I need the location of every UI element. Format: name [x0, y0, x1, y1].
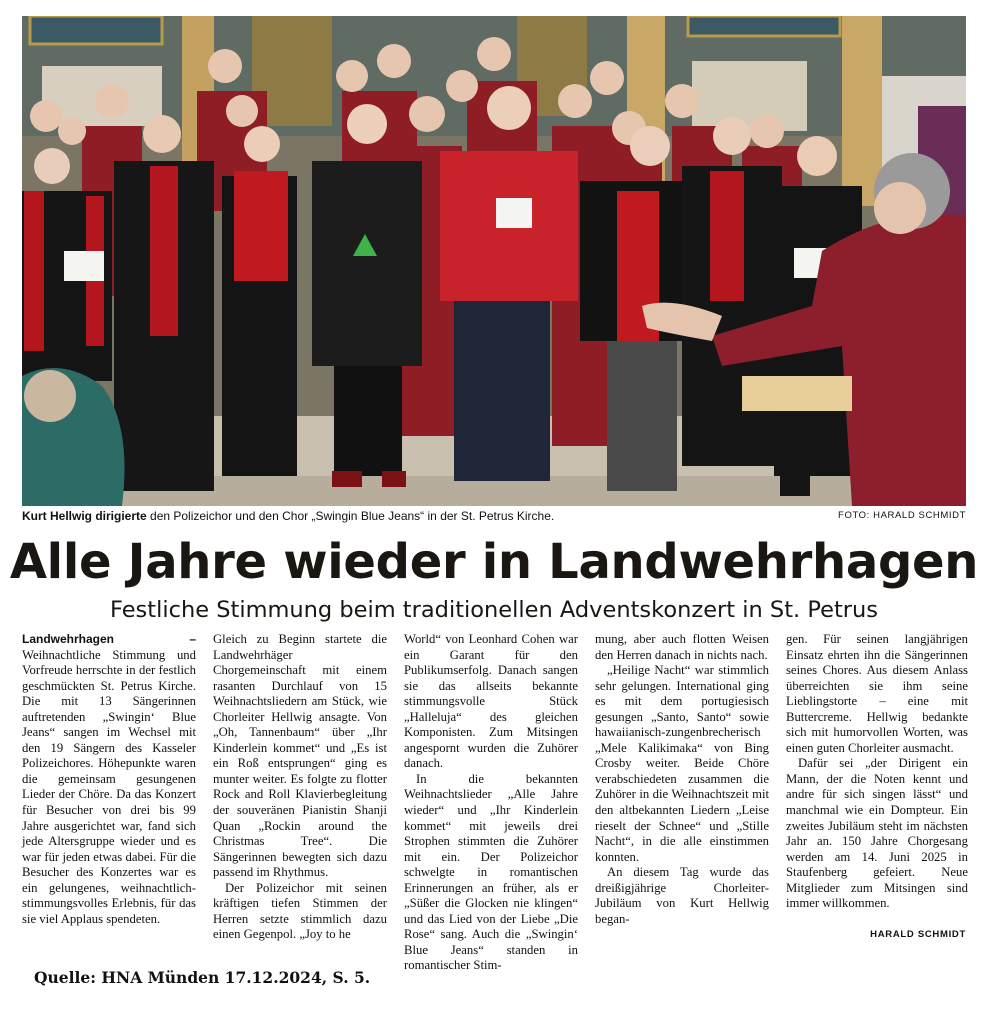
paragraph: An diesem Tag wurde das dreißigjährige Chorleiter-Jubiläum von Kurt Hellwig began-: [595, 865, 769, 926]
dateline: Landwehrhagen –: [22, 632, 196, 646]
caption-text: den Polizeichor und den Chor „Swingin Blue Jeans“ in der St. Petrus Kirche.: [146, 509, 555, 523]
article-headline: Alle Jahre wieder in Landwehrhagen: [9, 534, 979, 590]
paragraph: In die bekannten Weihnachtslieder „Alle Jahre wieder“ und „Ihr Kinderlein kommet“ mit jeweils drei Strophen stimmten die Zuhörer mit ein. Der Polizeichor schwelgte in romantischen Erinnerungen an früher, als er „Süßer die Glocken nie klingen“ und das Lied von der Liebe „Die Rose“ sang. Auch die „Swingin‘ Blue Jeans“ standen in romantischer Stim-: [404, 771, 578, 973]
caption-lead: Kurt Hellwig dirigierte: [22, 509, 147, 523]
paragraph: Der Polizeichor mit seinen kräftigen tiefen Stimmen der Herren setzte stimmlich dazu einen Gegenpol. „Joy to he: [213, 880, 387, 942]
paragraph: World“ von Leonhard Cohen war ein Garant für den Publikumserfolg. Danach sangen sie das allseits bekannte stimmungsvolle Stück „Halleluja“ des gleichen Komponisten. Zum Mitsingen angespornt wurden die Zuhörer danach.: [404, 632, 578, 771]
source-citation: Quelle: HNA Münden 17.12.2024, S. 5.: [34, 968, 371, 987]
paragraph: [22, 632, 196, 927]
paragraph-text: Weihnachtliche Stimmung und Vorfreude herrschte in der festlich geschmückten St. Petrus Kirche. Die mit 13 Sängerinnen auftretenden „Swingin‘ Blue Jeans“ sangen im Wechsel mit den 19 Sängern des Kasseler Polizeichores. Höhepunkte waren die gemeinsam gesungenen Lieder der Chöre. Da das Konzert für Besucher von drei bis 99 Jahre ausgerichtet war, fand sich jede Altersgruppe wieder und es war für jeden etwas dabei. Für die Besucher des Konzertes war es ein gelungenes, weihnachtlich-stimmungsvolles Erlebnis, für das sie viel Applaus spendeten.: [22, 647, 196, 926]
photo-caption-row: [22, 509, 966, 527]
article-column-4: [595, 632, 769, 927]
photo-credit: FOTO: HARALD SCHMIDT: [838, 510, 966, 521]
paragraph: Dafür sei „der Dirigent ein Mann, der die Noten kennt und andre für sich singen lässt“ und manchmal wie ein Dompteur. Ein zweites Jubiläum steht im nächsten Jahr an. 150 Jahre Chorgesang werden am 14. Juni 2025 in Staufenberg gefeiert. Neue Mitglieder zum Mitsingen sind immer willkommen.: [786, 756, 968, 911]
article-column-1: [22, 632, 196, 927]
paragraph: mung, aber auch flotten Weisen den Herren danach in nichts nach.: [595, 632, 769, 662]
article-column-5: [786, 632, 968, 912]
article-body: [22, 632, 968, 973]
article-subheadline: Festliche Stimmung beim traditionellen Adventskonzert in St. Petrus: [109, 597, 879, 623]
paragraph: „Heilige Nacht“ war stimmlich sehr gelungen. International ging es mit dem portugiesisch gesungen „Santo, Santo“ sowie hawaiianisch-zungenbrecherisch „Mele Kalikimaka“ von Bing Crosby weiter. Beide Chöre verabschiedeten zusammen die Zuhörer in die Weihnachtszeit mit den altbekannten Liedern „Leise rieselt der Schnee“ und „Stille Nacht“, in die alle einstimmen konnten.: [595, 663, 769, 864]
photo-caption: [22, 509, 554, 523]
paragraph: gen. Für seinen langjährigen Einsatz ehrten ihn die Sängerinnen seines Chores. Aus diesem Anlass überreichten sie ihm seine Lieblingstorte – eine mit Buttercreme. Hellwig bedankte sich mit humorvollen Worten, was einen guten Chorleiter ausmacht.: [786, 632, 968, 755]
article-author: HARALD SCHMIDT: [870, 929, 966, 940]
paragraph: Gleich zu Beginn startete die Landwehrhäger Chorgemeinschaft mit einem rasanten Durchlauf von 15 Weihnachtsliedern am Stück, wie Chorleiter Hellwig ansagte. Von „Oh, Tannenbaum“ über „Ihr Kinderlein kommet“ und „Es ist ein Roß entsprungen“ ging es munter weiter. Es folgte zu flotter Rock and Roll Klavierbegleitung der souveränen Pianistin Shanji Quan „Rockin around the Christmas Tree“. Die Sängerinnen bewegten sich dazu passend im Rhythmus.: [213, 632, 387, 880]
article-column-2: [213, 632, 387, 943]
choir-photo: [22, 16, 966, 506]
article-column-3: [404, 632, 578, 974]
